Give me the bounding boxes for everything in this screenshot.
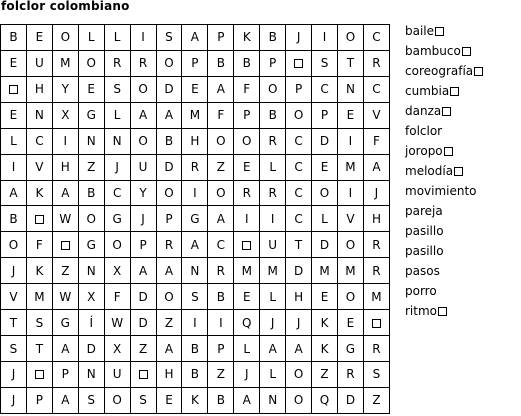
- grid-cell[interactable]: A: [156, 102, 182, 128]
- word-label: pasillo: [405, 244, 444, 258]
- grid-cell[interactable]: O: [260, 76, 286, 102]
- grid-cell[interactable]: L: [78, 25, 104, 51]
- grid-cell[interactable]: N: [260, 387, 286, 413]
- word-label: pasillo: [405, 224, 444, 238]
- grid-cell[interactable]: J: [1, 387, 27, 413]
- grid-row: [1, 180, 390, 206]
- grid-cell[interactable]: O: [208, 128, 234, 154]
- grid-row: [1, 25, 390, 51]
- grid-cell[interactable]: C: [363, 76, 389, 102]
- grid-cell[interactable]: U: [26, 50, 52, 76]
- grid-cell[interactable]: S: [312, 50, 338, 76]
- word-label: folclor: [405, 124, 443, 138]
- grid-cell[interactable]: B: [1, 25, 27, 51]
- grid-cell[interactable]: U: [104, 361, 130, 387]
- word-list-item: [405, 61, 483, 81]
- word-list: [405, 21, 483, 321]
- grid-cell[interactable]: A: [234, 387, 260, 413]
- grid-cell[interactable]: R: [363, 50, 389, 76]
- grid-cell[interactable]: A: [52, 387, 78, 413]
- grid-cell[interactable]: V: [337, 206, 363, 232]
- grid-cell[interactable]: Z: [78, 154, 104, 180]
- grid-cell[interactable]: L: [104, 102, 130, 128]
- grid-cell[interactable]: F: [234, 76, 260, 102]
- grid-cell[interactable]: [26, 206, 52, 232]
- grid-cell[interactable]: K: [26, 258, 52, 284]
- grid-cell[interactable]: B: [260, 25, 286, 51]
- word-label: danza: [405, 104, 442, 118]
- grid-cell[interactable]: R: [363, 336, 389, 362]
- grid-cell[interactable]: J: [1, 258, 27, 284]
- grid-row: [1, 232, 390, 258]
- grid-cell[interactable]: J: [260, 310, 286, 336]
- word-list-item: [405, 181, 483, 201]
- grid-cell[interactable]: O: [104, 232, 130, 258]
- grid-cell[interactable]: D: [337, 387, 363, 413]
- grid-row: [1, 206, 390, 232]
- grid-cell[interactable]: R: [130, 50, 156, 76]
- grid-cell[interactable]: M: [337, 258, 363, 284]
- grid-cell[interactable]: E: [337, 310, 363, 336]
- grid-cell[interactable]: G: [78, 102, 104, 128]
- word-list-item: [405, 201, 483, 221]
- grid-cell[interactable]: D: [78, 336, 104, 362]
- grid-cell[interactable]: C: [104, 180, 130, 206]
- placeholder-box-icon: [9, 85, 18, 94]
- grid-cell[interactable]: B: [182, 336, 208, 362]
- grid-cell[interactable]: H: [363, 206, 389, 232]
- placeholder-box-icon: [438, 307, 447, 316]
- grid-cell[interactable]: I: [208, 310, 234, 336]
- grid-cell[interactable]: Z: [156, 310, 182, 336]
- grid-cell[interactable]: O: [337, 284, 363, 310]
- grid-cell[interactable]: D: [312, 232, 338, 258]
- grid-cell[interactable]: N: [78, 128, 104, 154]
- grid-cell[interactable]: C: [208, 232, 234, 258]
- grid-cell[interactable]: Q: [234, 310, 260, 336]
- grid-cell[interactable]: D: [286, 258, 312, 284]
- grid-cell[interactable]: P: [234, 102, 260, 128]
- grid-cell[interactable]: [52, 232, 78, 258]
- grid-cell[interactable]: R: [260, 180, 286, 206]
- grid-cell[interactable]: E: [182, 76, 208, 102]
- grid-cell[interactable]: S: [1, 336, 27, 362]
- grid-cell[interactable]: I: [182, 180, 208, 206]
- grid-cell[interactable]: A: [156, 336, 182, 362]
- grid-cell[interactable]: A: [130, 102, 156, 128]
- grid-cell[interactable]: C: [286, 154, 312, 180]
- grid-cell[interactable]: U: [130, 154, 156, 180]
- grid-cell[interactable]: C: [363, 25, 389, 51]
- grid-cell[interactable]: E: [156, 387, 182, 413]
- grid-cell[interactable]: D: [156, 76, 182, 102]
- grid-cell[interactable]: K: [234, 25, 260, 51]
- grid-cell[interactable]: R: [363, 232, 389, 258]
- grid-cell[interactable]: E: [312, 284, 338, 310]
- grid-cell[interactable]: Z: [130, 336, 156, 362]
- grid-cell[interactable]: O: [286, 361, 312, 387]
- grid-cell[interactable]: J: [286, 25, 312, 51]
- grid-cell[interactable]: F: [208, 102, 234, 128]
- puzzle-title: folclor colombiano: [1, 0, 130, 13]
- word-list-item: [405, 21, 483, 41]
- grid-cell[interactable]: C: [286, 128, 312, 154]
- grid-cell[interactable]: B: [78, 180, 104, 206]
- grid-cell[interactable]: J: [234, 361, 260, 387]
- letter-grid: [0, 24, 390, 414]
- grid-row: [1, 154, 390, 180]
- grid-cell[interactable]: S: [363, 361, 389, 387]
- grid-cell[interactable]: A: [363, 154, 389, 180]
- grid-cell[interactable]: C: [312, 76, 338, 102]
- grid-cell[interactable]: A: [286, 336, 312, 362]
- grid-cell[interactable]: C: [26, 128, 52, 154]
- grid-cell[interactable]: Y: [52, 76, 78, 102]
- grid-cell[interactable]: L: [234, 336, 260, 362]
- grid-cell[interactable]: N: [104, 128, 130, 154]
- grid-cell[interactable]: B: [156, 128, 182, 154]
- word-label: pasos: [405, 264, 440, 278]
- grid-cell[interactable]: I: [52, 128, 78, 154]
- grid-row: [1, 102, 390, 128]
- grid-cell[interactable]: R: [337, 361, 363, 387]
- placeholder-box-icon: [442, 107, 451, 116]
- grid-cell[interactable]: O: [337, 25, 363, 51]
- grid-row: [1, 76, 390, 102]
- grid-cell[interactable]: N: [78, 361, 104, 387]
- placeholder-box-icon: [462, 47, 471, 56]
- word-list-item: [405, 81, 483, 101]
- grid-cell[interactable]: E: [234, 284, 260, 310]
- placeholder-box-icon: [61, 241, 70, 250]
- grid-cell[interactable]: P: [156, 206, 182, 232]
- grid-cell[interactable]: S: [26, 310, 52, 336]
- grid-cell[interactable]: I: [260, 206, 286, 232]
- word-list-item: [405, 161, 483, 181]
- grid-cell[interactable]: M: [26, 284, 52, 310]
- grid-cell[interactable]: M: [182, 102, 208, 128]
- grid-cell[interactable]: B: [1, 206, 27, 232]
- grid-cell[interactable]: J: [130, 206, 156, 232]
- grid-cell[interactable]: S: [104, 76, 130, 102]
- grid-cell[interactable]: I: [337, 180, 363, 206]
- grid-cell[interactable]: C: [286, 206, 312, 232]
- grid-cell[interactable]: P: [182, 50, 208, 76]
- grid-cell[interactable]: I: [1, 154, 27, 180]
- grid-cell[interactable]: A: [52, 180, 78, 206]
- grid-cell[interactable]: K: [26, 180, 52, 206]
- grid-cell[interactable]: X: [52, 102, 78, 128]
- grid-cell[interactable]: L: [260, 154, 286, 180]
- grid-cell[interactable]: H: [286, 284, 312, 310]
- grid-cell[interactable]: W: [52, 206, 78, 232]
- grid-cell[interactable]: M: [234, 258, 260, 284]
- grid-cell[interactable]: J: [363, 180, 389, 206]
- grid-row: [1, 50, 390, 76]
- grid-cell[interactable]: T: [337, 50, 363, 76]
- grid-cell[interactable]: G: [52, 310, 78, 336]
- placeholder-box-icon: [242, 241, 251, 250]
- grid-cell[interactable]: M: [312, 258, 338, 284]
- grid-cell[interactable]: E: [78, 76, 104, 102]
- placeholder-box-icon: [444, 147, 453, 156]
- grid-cell[interactable]: V: [363, 102, 389, 128]
- grid-cell[interactable]: G: [78, 232, 104, 258]
- grid-cell[interactable]: M: [337, 154, 363, 180]
- grid-cell[interactable]: R: [234, 180, 260, 206]
- placeholder-box-icon: [35, 215, 44, 224]
- grid-cell[interactable]: G: [337, 336, 363, 362]
- word-list-item: [405, 121, 483, 141]
- grid-cell[interactable]: O: [156, 284, 182, 310]
- grid-cell[interactable]: O: [312, 180, 338, 206]
- grid-cell[interactable]: N: [337, 76, 363, 102]
- word-list-item: [405, 241, 483, 261]
- grid-cell[interactable]: T: [286, 232, 312, 258]
- word-list-item: [405, 41, 483, 61]
- grid-cell[interactable]: [363, 310, 389, 336]
- grid-cell[interactable]: L: [1, 128, 27, 154]
- word-list-item: [405, 301, 483, 321]
- grid-cell[interactable]: L: [104, 25, 130, 51]
- grid-cell[interactable]: S: [78, 387, 104, 413]
- grid-cell[interactable]: C: [286, 180, 312, 206]
- word-label: porro: [405, 284, 437, 298]
- grid-cell[interactable]: Q: [312, 387, 338, 413]
- grid-cell[interactable]: D: [130, 284, 156, 310]
- word-label: melodía: [405, 164, 454, 178]
- grid-cell[interactable]: O: [1, 232, 27, 258]
- grid-cell[interactable]: F: [104, 284, 130, 310]
- grid-cell[interactable]: P: [130, 232, 156, 258]
- grid-cell[interactable]: H: [52, 154, 78, 180]
- grid-cell[interactable]: R: [182, 154, 208, 180]
- grid-cell[interactable]: I: [182, 310, 208, 336]
- grid-cell[interactable]: P: [286, 76, 312, 102]
- grid-cell[interactable]: E: [337, 102, 363, 128]
- grid-cell[interactable]: U: [260, 232, 286, 258]
- word-label: coreografía: [405, 64, 474, 78]
- grid-cell[interactable]: P: [52, 361, 78, 387]
- grid-cell[interactable]: L: [260, 284, 286, 310]
- grid-cell[interactable]: H: [26, 76, 52, 102]
- grid-cell[interactable]: B: [260, 102, 286, 128]
- grid-cell[interactable]: B: [208, 387, 234, 413]
- grid-cell[interactable]: A: [52, 336, 78, 362]
- grid-cell[interactable]: J: [1, 361, 27, 387]
- grid-cell[interactable]: N: [26, 102, 52, 128]
- grid-cell[interactable]: T: [1, 310, 27, 336]
- grid-cell[interactable]: X: [104, 258, 130, 284]
- grid-cell[interactable]: A: [182, 232, 208, 258]
- word-label: baile: [405, 24, 435, 38]
- grid-cell[interactable]: V: [1, 284, 27, 310]
- grid-cell[interactable]: K: [312, 310, 338, 336]
- grid-cell[interactable]: Z: [363, 387, 389, 413]
- grid-cell[interactable]: S: [130, 387, 156, 413]
- grid-cell[interactable]: K: [312, 336, 338, 362]
- grid-cell[interactable]: O: [78, 50, 104, 76]
- grid-cell[interactable]: G: [182, 206, 208, 232]
- grid-row: [1, 284, 390, 310]
- grid-row: [1, 387, 390, 413]
- grid-cell[interactable]: L: [312, 206, 338, 232]
- grid-cell[interactable]: M: [52, 50, 78, 76]
- grid-cell[interactable]: A: [208, 76, 234, 102]
- placeholder-box-icon: [372, 319, 381, 328]
- grid-cell[interactable]: D: [130, 310, 156, 336]
- grid-cell[interactable]: E: [26, 25, 52, 51]
- grid-cell[interactable]: I: [130, 25, 156, 51]
- grid-cell[interactable]: M: [363, 284, 389, 310]
- grid-cell[interactable]: P: [260, 50, 286, 76]
- grid-cell[interactable]: F: [363, 128, 389, 154]
- grid-cell[interactable]: [286, 50, 312, 76]
- grid-cell[interactable]: S: [156, 25, 182, 51]
- grid-cell[interactable]: R: [156, 232, 182, 258]
- grid-cell[interactable]: R: [208, 258, 234, 284]
- grid-cell[interactable]: A: [208, 206, 234, 232]
- grid-cell[interactable]: O: [78, 206, 104, 232]
- grid-cell[interactable]: H: [156, 361, 182, 387]
- placeholder-box-icon: [450, 87, 459, 96]
- grid-cell[interactable]: A: [260, 336, 286, 362]
- grid-cell[interactable]: E: [234, 154, 260, 180]
- grid-cell[interactable]: D: [156, 154, 182, 180]
- placeholder-box-icon: [35, 370, 44, 379]
- grid-cell[interactable]: A: [182, 25, 208, 51]
- grid-cell[interactable]: O: [156, 180, 182, 206]
- word-list-item: [405, 221, 483, 241]
- placeholder-box-icon: [139, 370, 148, 379]
- grid-cell[interactable]: N: [182, 258, 208, 284]
- grid-cell[interactable]: O: [104, 387, 130, 413]
- grid-cell[interactable]: B: [208, 50, 234, 76]
- word-label: movimiento: [405, 184, 477, 198]
- placeholder-box-icon: [474, 67, 483, 76]
- grid-cell[interactable]: B: [182, 361, 208, 387]
- word-label: cumbia: [405, 84, 450, 98]
- word-list-item: [405, 281, 483, 301]
- grid-cell[interactable]: P: [208, 25, 234, 51]
- placeholder-box-icon: [294, 59, 303, 68]
- grid-cell[interactable]: O: [130, 128, 156, 154]
- grid-row: [1, 310, 390, 336]
- grid-row: [1, 258, 390, 284]
- grid-cell[interactable]: B: [208, 284, 234, 310]
- grid-cell[interactable]: P: [208, 336, 234, 362]
- grid-cell[interactable]: O: [286, 387, 312, 413]
- grid-cell[interactable]: F: [26, 232, 52, 258]
- grid-row: [1, 336, 390, 362]
- grid-cell[interactable]: Y: [130, 180, 156, 206]
- grid-cell[interactable]: O: [208, 180, 234, 206]
- grid-cell[interactable]: Z: [312, 361, 338, 387]
- grid-cell[interactable]: O: [52, 25, 78, 51]
- grid-cell[interactable]: J: [104, 154, 130, 180]
- grid-cell[interactable]: R: [363, 258, 389, 284]
- grid-cell[interactable]: H: [182, 128, 208, 154]
- word-label: ritmo: [405, 304, 438, 318]
- grid-cell[interactable]: Z: [208, 361, 234, 387]
- grid-cell[interactable]: A: [130, 258, 156, 284]
- grid-cell[interactable]: O: [337, 232, 363, 258]
- grid-cell[interactable]: I: [337, 128, 363, 154]
- grid-cell[interactable]: L: [260, 361, 286, 387]
- grid-cell[interactable]: Z: [52, 258, 78, 284]
- grid-cell[interactable]: O: [130, 76, 156, 102]
- grid-row: [1, 361, 390, 387]
- word-label: pareja: [405, 204, 443, 218]
- grid-cell[interactable]: K: [182, 387, 208, 413]
- grid-cell[interactable]: E: [312, 154, 338, 180]
- grid-row: [1, 128, 390, 154]
- word-list-item: [405, 141, 483, 161]
- grid-cell[interactable]: I: [312, 25, 338, 51]
- grid-cell[interactable]: X: [78, 284, 104, 310]
- word-label: bambuco: [405, 44, 461, 58]
- grid-cell[interactable]: G: [104, 206, 130, 232]
- grid-cell[interactable]: D: [312, 128, 338, 154]
- word-label: joropo: [405, 144, 443, 158]
- grid-cell[interactable]: E: [1, 50, 27, 76]
- grid-cell[interactable]: A: [1, 180, 27, 206]
- grid-cell[interactable]: [26, 361, 52, 387]
- placeholder-box-icon: [454, 167, 463, 176]
- grid-cell[interactable]: A: [156, 258, 182, 284]
- grid-cell[interactable]: O: [234, 128, 260, 154]
- grid-cell[interactable]: M: [260, 258, 286, 284]
- grid-cell[interactable]: W: [104, 310, 130, 336]
- grid-cell[interactable]: V: [26, 154, 52, 180]
- grid-cell[interactable]: S: [182, 284, 208, 310]
- word-list-item: [405, 261, 483, 281]
- grid-cell[interactable]: [130, 361, 156, 387]
- grid-cell[interactable]: [234, 232, 260, 258]
- grid-cell[interactable]: J: [286, 310, 312, 336]
- grid-cell[interactable]: P: [312, 102, 338, 128]
- grid-cell[interactable]: [1, 76, 27, 102]
- word-list-item: [405, 101, 483, 121]
- placeholder-box-icon: [435, 27, 444, 36]
- grid-cell[interactable]: T: [26, 336, 52, 362]
- grid-cell[interactable]: I: [234, 206, 260, 232]
- grid-cell[interactable]: E: [1, 102, 27, 128]
- grid-cell[interactable]: B: [234, 50, 260, 76]
- grid-cell[interactable]: Í: [78, 310, 104, 336]
- grid-cell[interactable]: X: [104, 336, 130, 362]
- grid-cell[interactable]: R: [260, 128, 286, 154]
- grid-cell[interactable]: O: [156, 50, 182, 76]
- grid-cell[interactable]: O: [286, 102, 312, 128]
- grid-cell[interactable]: N: [78, 258, 104, 284]
- grid-cell[interactable]: P: [26, 387, 52, 413]
- grid-cell[interactable]: W: [52, 284, 78, 310]
- grid-cell[interactable]: R: [104, 50, 130, 76]
- grid-cell[interactable]: Z: [208, 154, 234, 180]
